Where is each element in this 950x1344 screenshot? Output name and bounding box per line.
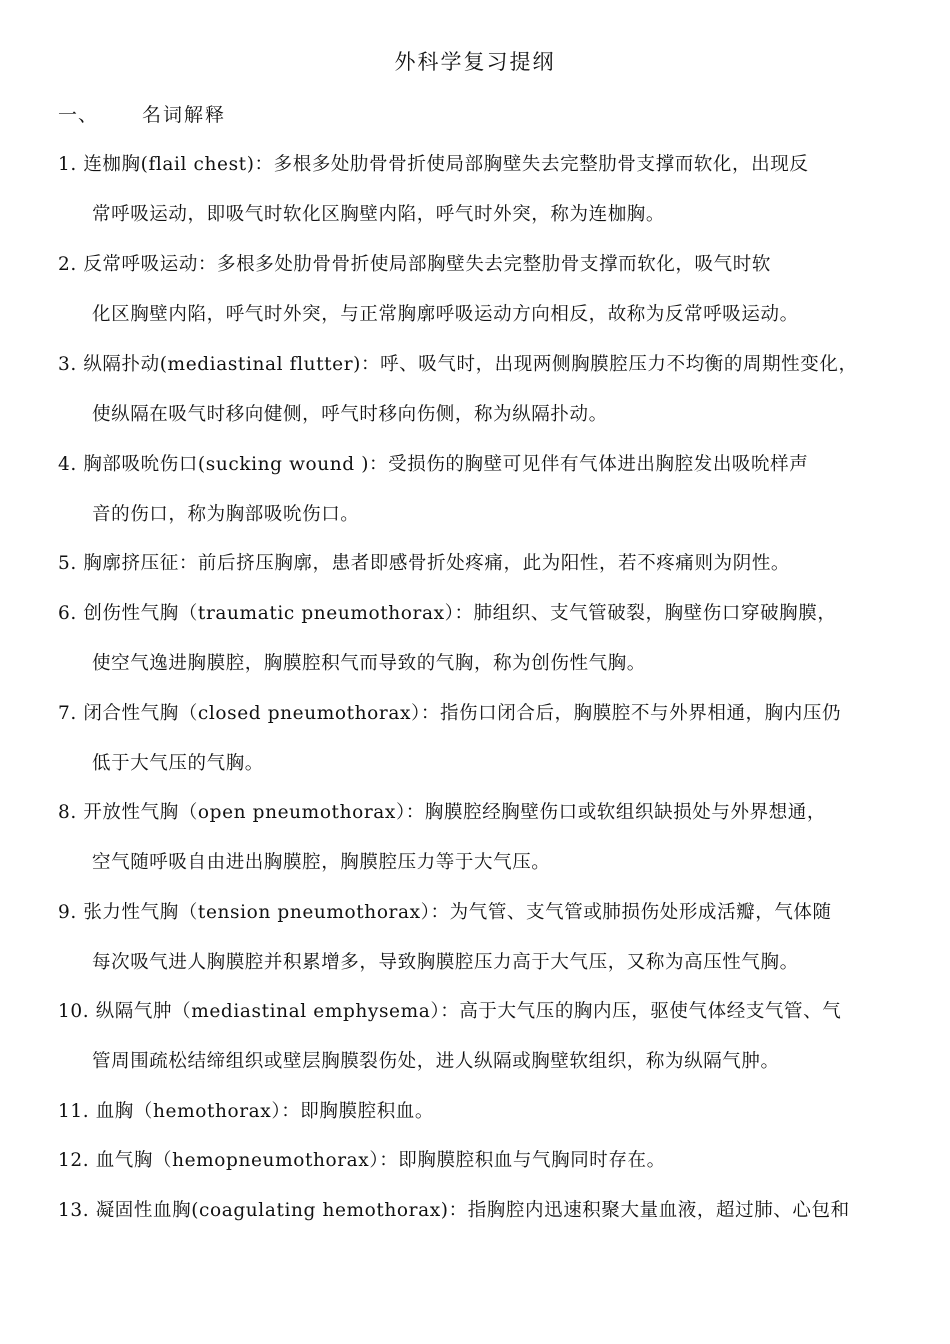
definition-line: 4. 胸部吸吮伤口(sucking wound )：受损伤的胸壁可见伴有气体进出胸腔发出吸吮样声	[58, 454, 809, 475]
definition-line: 2. 反常呼吸运动：多根多处肋骨骨折使局部胸壁失去完整肋骨支撑而软化，吸气时软	[58, 254, 771, 275]
definition-continuation: 管周围疏松结缔组织或壁层胸膜裂伤处，进人纵隔或胸壁软组织，称为纵隔气肿。	[92, 1051, 780, 1072]
definition-line: 6. 创伤性气胸（traumatic pneumothorax）：肺组织、支气管破裂，胸壁伤口穿破胸膜，	[58, 603, 837, 624]
definition-continuation: 化区胸壁内陷，呼气时外突，与正常胸廓呼吸运动方向相反，故称为反常呼吸运动。	[92, 304, 799, 325]
definition-line: 1. 连枷胸(flail chest)：多根多处肋骨骨折使局部胸壁失去完整肋骨支撑而软化，出现反	[58, 154, 809, 175]
section-heading	[58, 100, 226, 127]
definition-line: 5. 胸廓挤压征：前后挤压胸廓，患者即感骨折处疼痛，此为阳性，若不疼痛则为阴性。	[58, 553, 791, 574]
definition-continuation: 常呼吸运动，即吸气时软化区胸壁内陷，呼气时外突，称为连枷胸。	[92, 204, 666, 225]
definition-continuation: 音的伤口，称为胸部吸吮伤口。	[92, 504, 360, 525]
definition-line: 9. 张力性气胸（tension pneumothorax）：为气管、支气管或肺损伤处形成活瓣，气体随	[58, 902, 832, 923]
definition-line: 13. 凝固性血胸(coagulating hemothorax)：指胸腔内迅速积聚大量血液，超过肺、心包和	[58, 1200, 850, 1221]
section-number: 一、	[58, 104, 99, 126]
document-title: 外科学复习提纲	[394, 50, 556, 74]
definition-continuation: 空气随呼吸自由进出胸膜腔，胸膜腔压力等于大气压。	[92, 852, 551, 873]
definition-continuation: 使空气逸进胸膜腔，胸膜腔积气而导致的气胸，称为创伤性气胸。	[92, 653, 646, 674]
definition-line: 10. 纵隔气肿（mediastinal emphysema）：高于大气压的胸内压，驱使气体经支气管、气	[58, 1001, 842, 1022]
definition-line: 3. 纵隔扑动(mediastinal flutter)：呼、吸气时，出现两侧胸膜腔压力不均衡的周期性变化，	[58, 354, 858, 375]
definition-line: 11. 血胸（hemothorax）：即胸膜腔积血。	[58, 1101, 434, 1122]
section-title: 名词解释	[142, 104, 227, 126]
definition-line: 12. 血气胸（hemopneumothorax）：即胸膜腔积血与气胸同时存在。	[58, 1150, 666, 1171]
definition-line: 8. 开放性气胸（open pneumothorax）：胸膜腔经胸壁伤口或软组织缺损处与外界想通，	[58, 802, 827, 823]
definition-continuation: 使纵隔在吸气时移向健侧，呼气时移向伤侧，称为纵隔扑动。	[92, 404, 608, 425]
definition-continuation: 低于大气压的气胸。	[92, 753, 264, 774]
definition-continuation: 每次吸气进人胸膜腔并积累增多，导致胸膜腔压力高于大气压，又称为高压性气胸。	[92, 952, 799, 973]
definition-line: 7. 闭合性气胸（closed pneumothorax）：指伤口闭合后，胸膜腔不与外界相通，胸内压仍	[58, 703, 842, 724]
